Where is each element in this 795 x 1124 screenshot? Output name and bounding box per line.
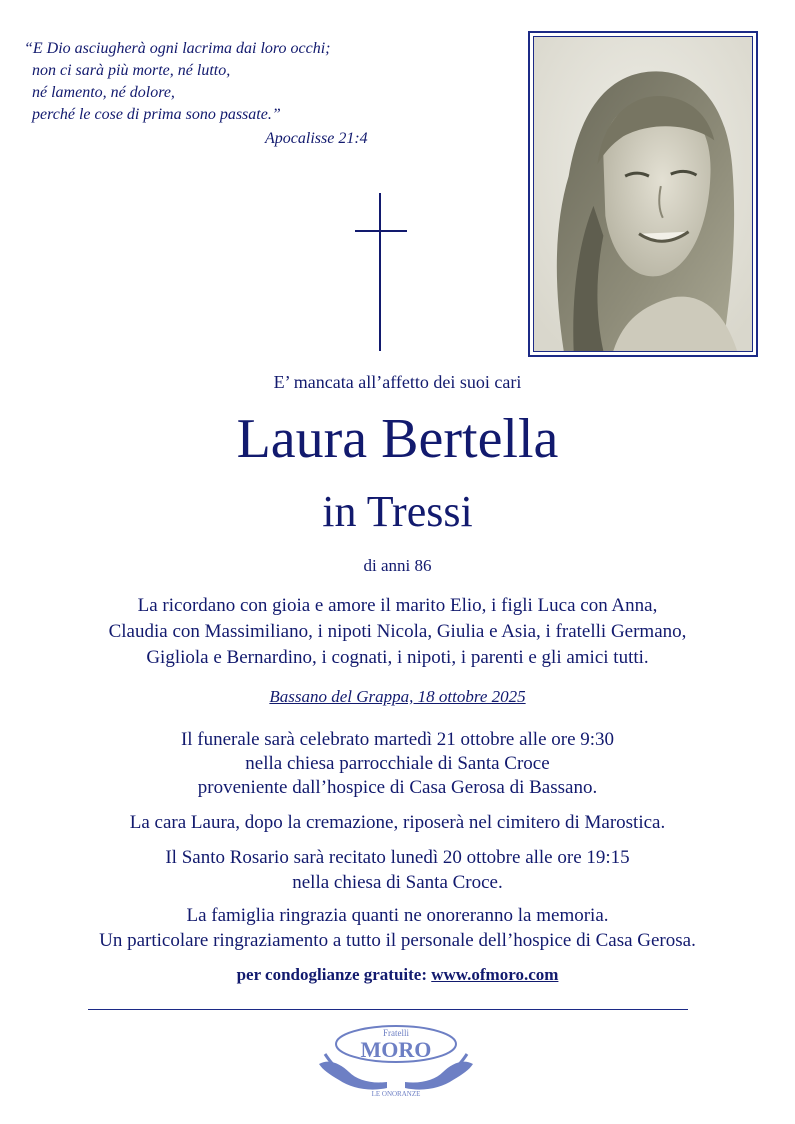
logo-main-text: MORO (360, 1037, 432, 1062)
logo-bottom-text: LE ONORANZE (371, 1090, 421, 1098)
place-date-text: Bassano del Grappa, 18 ottobre 2025 (269, 687, 526, 706)
funeral-paragraph (0, 728, 795, 800)
condolences-label: per condoglianze gratuite: (236, 965, 427, 984)
thanks-line: Un particolare ringraziamento a tutto il personale dell’hospice di Casa Gerosa. (99, 930, 696, 951)
remembered-by-paragraph (0, 593, 795, 671)
intro-line: E’ mancata all’affetto dei suoi cari (273, 372, 522, 392)
burial-line: La cara Laura, dopo la cremazione, riposerà nel cimitero di Marostica. (129, 812, 666, 833)
cross-icon (355, 193, 407, 351)
rosary-paragraph (0, 845, 795, 895)
bible-quote: “E Dio asciugherà ogni lacrima dai loro occhi; non ci sarà più morte, né lutto, né lamento, né dolore, perché le cose di prima sono passate.” (24, 40, 331, 123)
logo-top-text: Fratelli (383, 1028, 409, 1038)
rosary-line: Il Santo Rosario sarà recitato lunedì 20 ottobre alle ore 19:15 (165, 847, 630, 868)
place-date (0, 687, 795, 707)
funeral-line: Il funerale sarà celebrato martedì 21 ottobre alle ore 9:30 (180, 729, 615, 750)
remembered-by-line: La ricordano con gioia e amore il marito Elio, i figli Luca con Anna, (137, 595, 658, 616)
portrait-photo (533, 36, 753, 352)
thanks-paragraph (0, 903, 795, 953)
remembered-by-line: Claudia con Massimiliano, i nipoti Nicola, Giulia e Asia, i fratelli Germano, (108, 621, 687, 642)
funeral-line: nella chiesa parrocchiale di Santa Croce (245, 753, 550, 774)
rosary-line: nella chiesa di Santa Croce. (292, 872, 503, 893)
funeral-home-logo (315, 1024, 477, 1102)
condolences-link[interactable]: www.ofmoro.com (431, 965, 559, 984)
bible-quote-reference: Apocalisse 21:4 (265, 130, 368, 147)
portrait-photo-frame (528, 31, 758, 357)
married-name: in Tressi (322, 487, 473, 536)
funeral-line: proveniente dall’hospice di Casa Gerosa di Bassano. (197, 777, 598, 798)
deceased-name: Laura Bertella (236, 408, 559, 470)
thanks-line: La famiglia ringrazia quanti ne onoreranno la memoria. (186, 905, 609, 926)
divider (88, 1009, 688, 1010)
age-line: di anni 86 (363, 556, 432, 575)
condolences-line (0, 965, 795, 985)
remembered-by-line: Gigliola e Bernardino, i cognati, i nipoti, i parenti e gli amici tutti. (146, 647, 649, 668)
